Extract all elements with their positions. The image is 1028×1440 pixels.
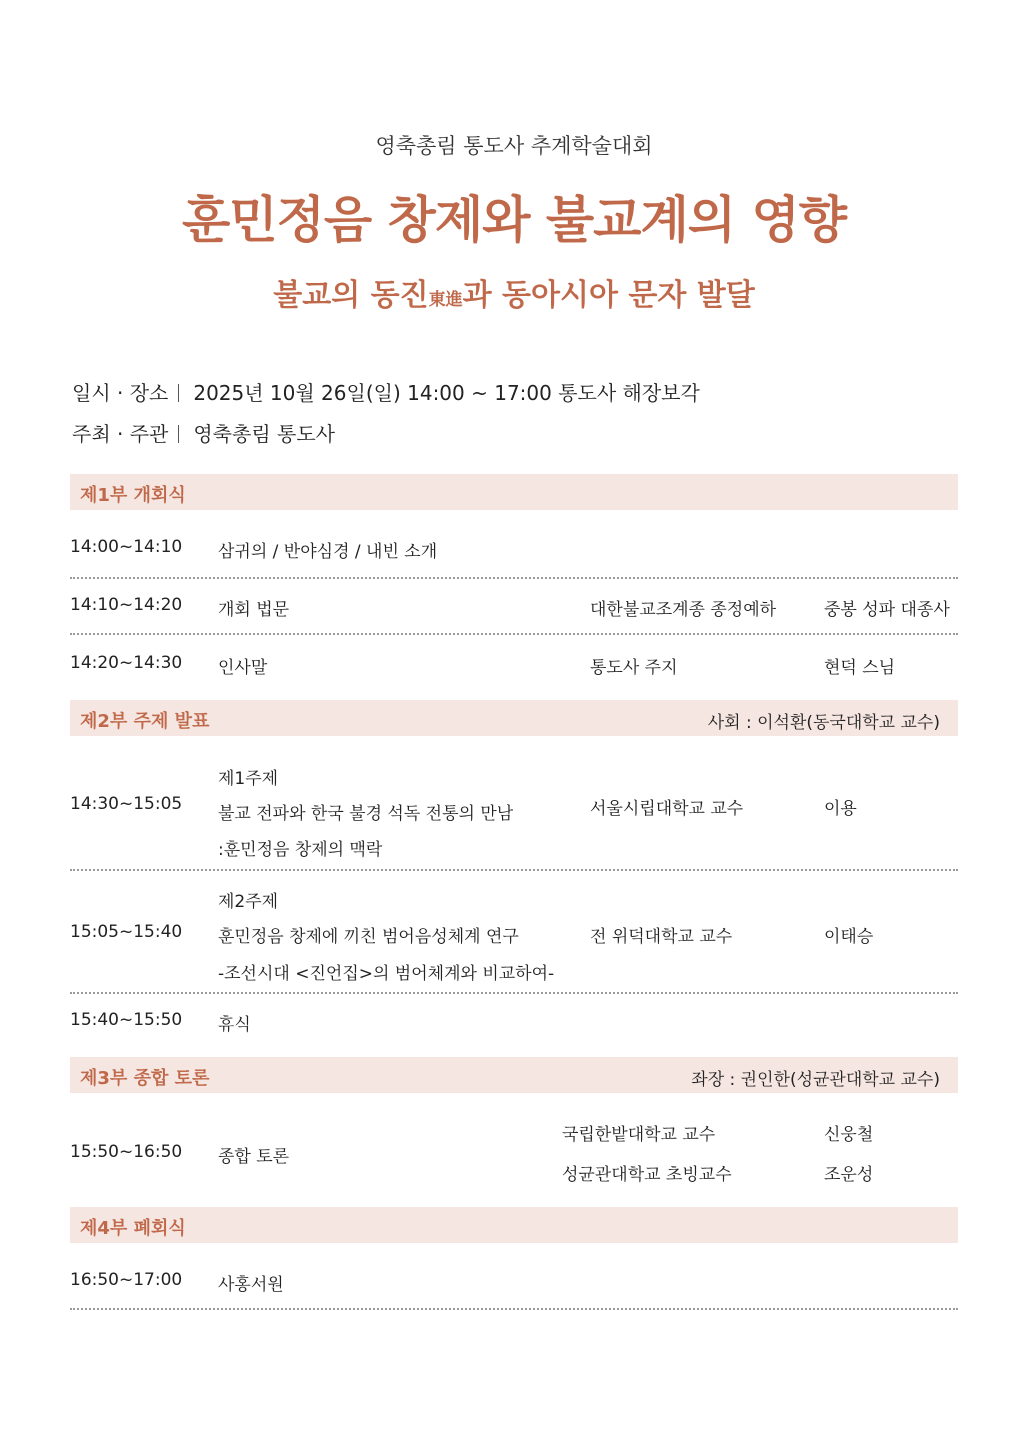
affiliation-cell: 통도사 주지	[590, 658, 678, 678]
dotted-divider	[70, 577, 958, 579]
moderator-label: 좌장 : 권인한(성균관대학교 교수)	[691, 1070, 940, 1090]
program-cell: 사홍서원	[218, 1275, 284, 1295]
subtitle-part-a: 불교의 동진	[273, 278, 429, 313]
section-band-part2	[70, 700, 958, 736]
speaker-name-cell: 중봉 성파 대종사	[824, 600, 950, 620]
affiliation-cell: 서울시립대학교 교수	[590, 799, 744, 819]
program-cell: 인사말	[218, 658, 268, 678]
date-place-row	[72, 377, 700, 406]
subtitle-hanja: 東進	[428, 290, 463, 310]
speaker-name-cell: 이용	[824, 799, 857, 819]
subtitle-part-b: 과 동아시아 문자 발달	[462, 278, 755, 313]
topic-title: 불교 전파와 한국 불경 석독 전통의 만남	[218, 804, 514, 824]
event-subtitle	[0, 270, 1028, 314]
program-cell: 휴식	[218, 1015, 251, 1035]
time-cell: 15:40~15:50	[70, 1010, 183, 1030]
speaker-name-cell: 신웅철	[824, 1125, 874, 1145]
dotted-divider	[70, 633, 958, 635]
event-title: 훈민정음 창제와 불교계의 영향	[181, 191, 847, 249]
speaker-name-cell: 현덕 스님	[824, 658, 896, 678]
program-cell: 종합 토론	[218, 1147, 290, 1167]
time-cell: 14:20~14:30	[70, 653, 183, 673]
speaker-name-cell: 조운성	[824, 1165, 874, 1185]
section-title: 제1부 개회식	[80, 485, 186, 506]
host-value: 영축총림 통도사	[193, 422, 335, 446]
host-row	[72, 418, 335, 447]
time-cell: 14:30~15:05	[70, 794, 183, 814]
section-title: 제2부 주제 발표	[80, 711, 210, 732]
section-band-part1	[70, 474, 958, 510]
topic-number: 제1주제	[218, 769, 279, 789]
topic-subtitle: -조선시대 <진언집>의 범어체계와 비교하여-	[218, 964, 555, 984]
dotted-divider	[70, 1308, 958, 1310]
meta-separator	[178, 425, 179, 443]
dotted-divider	[70, 869, 958, 871]
topic-title: 훈민정음 창제에 끼친 범어음성체계 연구	[218, 927, 519, 947]
topic-subtitle: :훈민정음 창제의 맥락	[218, 840, 383, 860]
moderator-label: 사회 : 이석환(동국대학교 교수)	[707, 713, 940, 733]
affiliation-cell: 성균관대학교 초빙교수	[562, 1165, 732, 1185]
speaker-name-cell: 이태승	[824, 927, 874, 947]
program-cell: 삼귀의 / 반야심경 / 내빈 소개	[218, 542, 438, 562]
time-cell: 15:50~16:50	[70, 1142, 183, 1162]
affiliation-cell: 전 위덕대학교 교수	[590, 927, 733, 947]
section-title: 제3부 종합 토론	[80, 1068, 210, 1089]
time-cell: 14:00~14:10	[70, 537, 183, 557]
section-band-part4	[70, 1207, 958, 1243]
section-band-part3	[70, 1057, 958, 1093]
host-key: 주최 · 주관	[72, 422, 169, 446]
time-cell: 16:50~17:00	[70, 1270, 183, 1290]
affiliation-cell: 대한불교조계종 종정예하	[590, 600, 777, 620]
date-place-value: 2025년 10월 26일(일) 14:00 ~ 17:00 통도사 해장보각	[193, 381, 700, 405]
topic-number: 제2주제	[218, 892, 279, 912]
time-cell: 14:10~14:20	[70, 595, 183, 615]
dotted-divider	[70, 992, 958, 994]
time-cell: 15:05~15:40	[70, 922, 183, 942]
meta-separator	[178, 384, 179, 402]
program-cell: 개회 법문	[218, 600, 290, 620]
date-place-key: 일시 · 장소	[72, 381, 169, 405]
event-supertitle: 영축총림 통도사 추계학술대회	[375, 134, 653, 158]
affiliation-cell: 국립한밭대학교 교수	[562, 1125, 716, 1145]
section-title: 제4부 폐회식	[80, 1218, 186, 1239]
